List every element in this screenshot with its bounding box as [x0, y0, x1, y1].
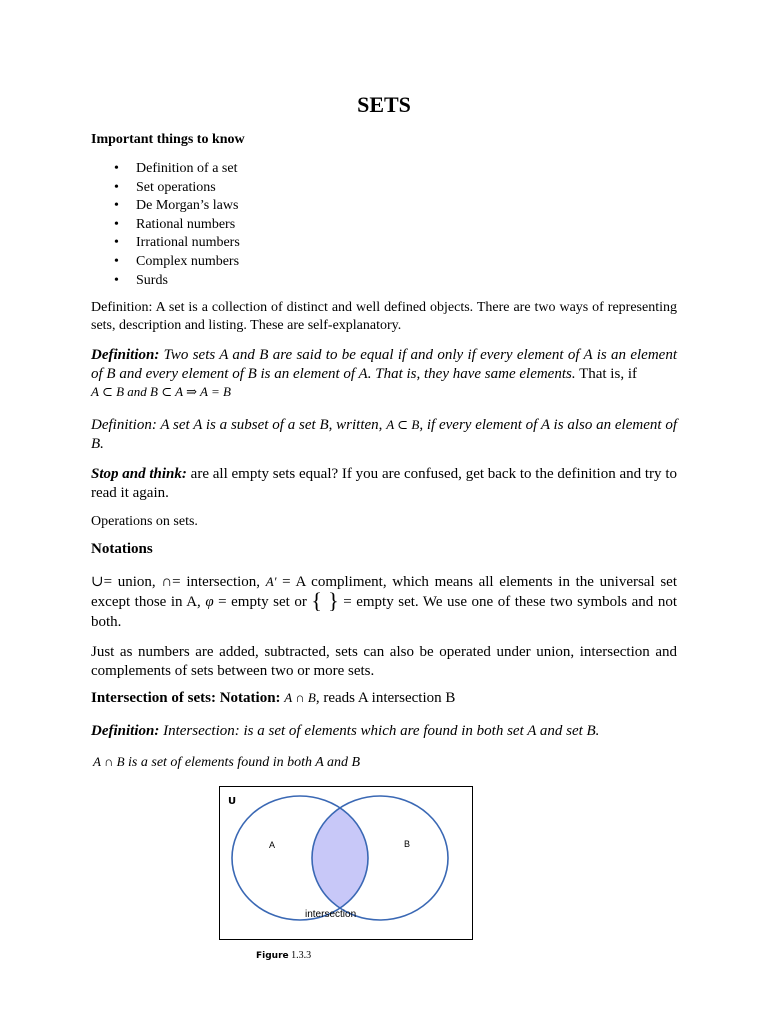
notations-heading: Notations [91, 541, 153, 557]
a-cap-b-statement [93, 754, 679, 771]
topics-list [91, 160, 240, 290]
page-title: SETS [357, 92, 411, 117]
equal-sets-tail: That is, if [575, 365, 637, 382]
list-item: • De Morgan’s laws [91, 197, 240, 216]
phi-text: = empty set or [213, 594, 312, 610]
stop-and-think [91, 465, 677, 502]
operations-on-sets: Operations on sets. [91, 514, 198, 529]
list-item: • Definition of a set [91, 160, 240, 179]
complement-symbol: A' [265, 574, 277, 589]
subset-text-after: , if every element of A is also an element of B. [91, 417, 677, 452]
braces-text: = empty set. We use one of these two symbols and not both. [91, 594, 677, 630]
list-item: • Rational numbers [91, 216, 240, 235]
equal-sets-text: Two sets A and B are said to be equal if and only if every element of A is an element of B and every element of B is an element of A. That is, they have same elements. [91, 347, 677, 382]
notations-paragraph [91, 572, 677, 632]
braces-symbol: { } [311, 588, 339, 613]
equal-sets-formula: A ⊂ B and B ⊂ A ⇒ A = B [91, 384, 231, 399]
stop-think-text: are all empty sets equal? If you are confused, get back to the definition and try to read it again. [91, 466, 677, 501]
intersection-text: = intersection, [172, 574, 266, 590]
subset-text-before: Definition: A set A is a subset of a set B, written, [91, 417, 387, 433]
figure-word: Figure [256, 951, 289, 961]
intersection-def-text: Intersection: is a set of elements which are found in both set A and set B. [159, 723, 600, 739]
set-a-label: A [269, 840, 276, 850]
complement-text: = A compliment, which means all elements in the universal set except those in A, [91, 574, 677, 610]
equal-sets-definition [91, 346, 677, 402]
set-b-label: B [404, 839, 411, 849]
intersection-symbol: ∩ [161, 574, 173, 590]
intersection-heading [91, 690, 677, 707]
intersection-def-label: Definition: [91, 723, 160, 739]
intersection-notation: A ∩ B [284, 690, 316, 705]
intersection-definition [91, 722, 677, 741]
list-item: • Surds [91, 272, 240, 291]
phi-symbol: φ [205, 594, 214, 610]
definition-label: Definition: [91, 347, 160, 363]
intersection-reads: , reads A intersection B [315, 690, 456, 706]
operations-paragraph: Just as numbers are added, subtracted, sets can also be operated under union, intersection and complements of sets between two or more sets. [91, 644, 677, 679]
stop-think-label: Stop and think: [91, 466, 187, 482]
intersection-heading-label: Intersection of sets: Notation: [91, 690, 281, 706]
important-heading: Important things to know [91, 132, 245, 147]
union-text: = union, [103, 574, 162, 590]
intersection-label: intersection [305, 909, 357, 920]
figure-caption [256, 950, 311, 961]
list-item: • Set operations [91, 179, 240, 198]
list-item: • Complex numbers [91, 253, 240, 272]
venn-diagram [219, 786, 473, 940]
set-definition-paragraph: Definition: A set is a collection of distinct and well defined objects. There are two ways of representing sets, description and listing. These are self-explanatory. [91, 300, 677, 333]
venn-svg [220, 787, 472, 939]
a-cap-b-symbol: A ∩ B [93, 754, 125, 769]
subset-definition [91, 416, 677, 453]
figure-number: 1.3.3 [291, 950, 312, 961]
list-item: • Irrational numbers [91, 234, 240, 253]
a-cap-b-text: is a set of elements found in both A and B [124, 755, 361, 770]
union-symbol: ∪ [91, 574, 104, 590]
universal-label: U [228, 796, 237, 807]
subset-symbol: A ⊂ B [386, 417, 420, 432]
